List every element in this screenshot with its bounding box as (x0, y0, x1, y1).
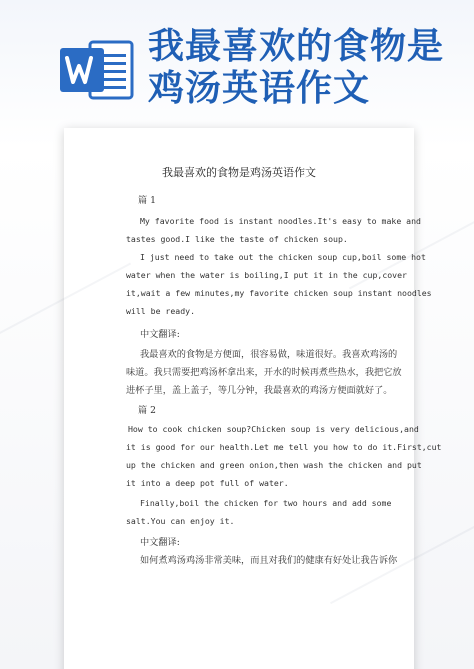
section1-en-line: My favorite food is instant noodles.It's easy to make and (140, 216, 421, 226)
section1-cn-line: 我最喜欢的食物是方便面，很容易做，味道很好。我喜欢鸡汤的 (140, 349, 398, 360)
section1-en-line: water when the water is boiling,I put it in the cup,cover (126, 270, 407, 280)
section2-en-line: How to cook chicken soup?Chicken soup is very delicious,and (128, 424, 419, 434)
section2-cn-line: 如何煮鸡汤鸡汤非常美味，而且对我们的健康有好处让我告诉你 (140, 555, 398, 566)
header-title (148, 26, 468, 110)
word-icon (60, 38, 134, 102)
section1-cn-line: 进杯子里，盖上盖子，等几分钟，我最喜欢的鸡汤方便面就好了。 (126, 385, 393, 396)
section2-en-line: it into a deep pot full of water. (126, 478, 289, 488)
section1-en-line: will be ready. (126, 306, 196, 316)
section2-en-line: up the chicken and green onion,then wash the chicken and put (126, 460, 422, 470)
header (0, 0, 474, 120)
section1-translation-label: 中文翻译: (140, 329, 180, 340)
header-title-line1: 我最喜欢的食物是 (148, 26, 445, 67)
section1-en-line: I just need to take out the chicken soup cup,boil some hot (140, 252, 426, 262)
section1-en-line: it,wait a few minutes,my favorite chicken soup instant noodles (126, 288, 432, 298)
section1-cn-line: 味道。我只需要把鸡汤杯拿出来，开水的时候再煮些热水，我把它放 (126, 367, 402, 378)
section2-en-line: salt.You can enjoy it. (126, 516, 235, 526)
document-title: 我最喜欢的食物是鸡汤英语作文 (162, 166, 316, 179)
section1-heading: 篇 1 (138, 195, 156, 206)
section1-en-line: tastes good.I like the taste of chicken soup. (126, 234, 348, 244)
section2-en-line: Finally,boil the chicken for two hours and add some (140, 498, 392, 508)
header-title-line2: 鸡汤英语作文 (148, 68, 371, 109)
section2-en-line: it is good for our health.Let me tell you how to do it.First,cut (126, 442, 442, 452)
section2-translation-label: 中文翻译: (140, 537, 180, 548)
section2-heading: 篇 2 (138, 405, 156, 416)
